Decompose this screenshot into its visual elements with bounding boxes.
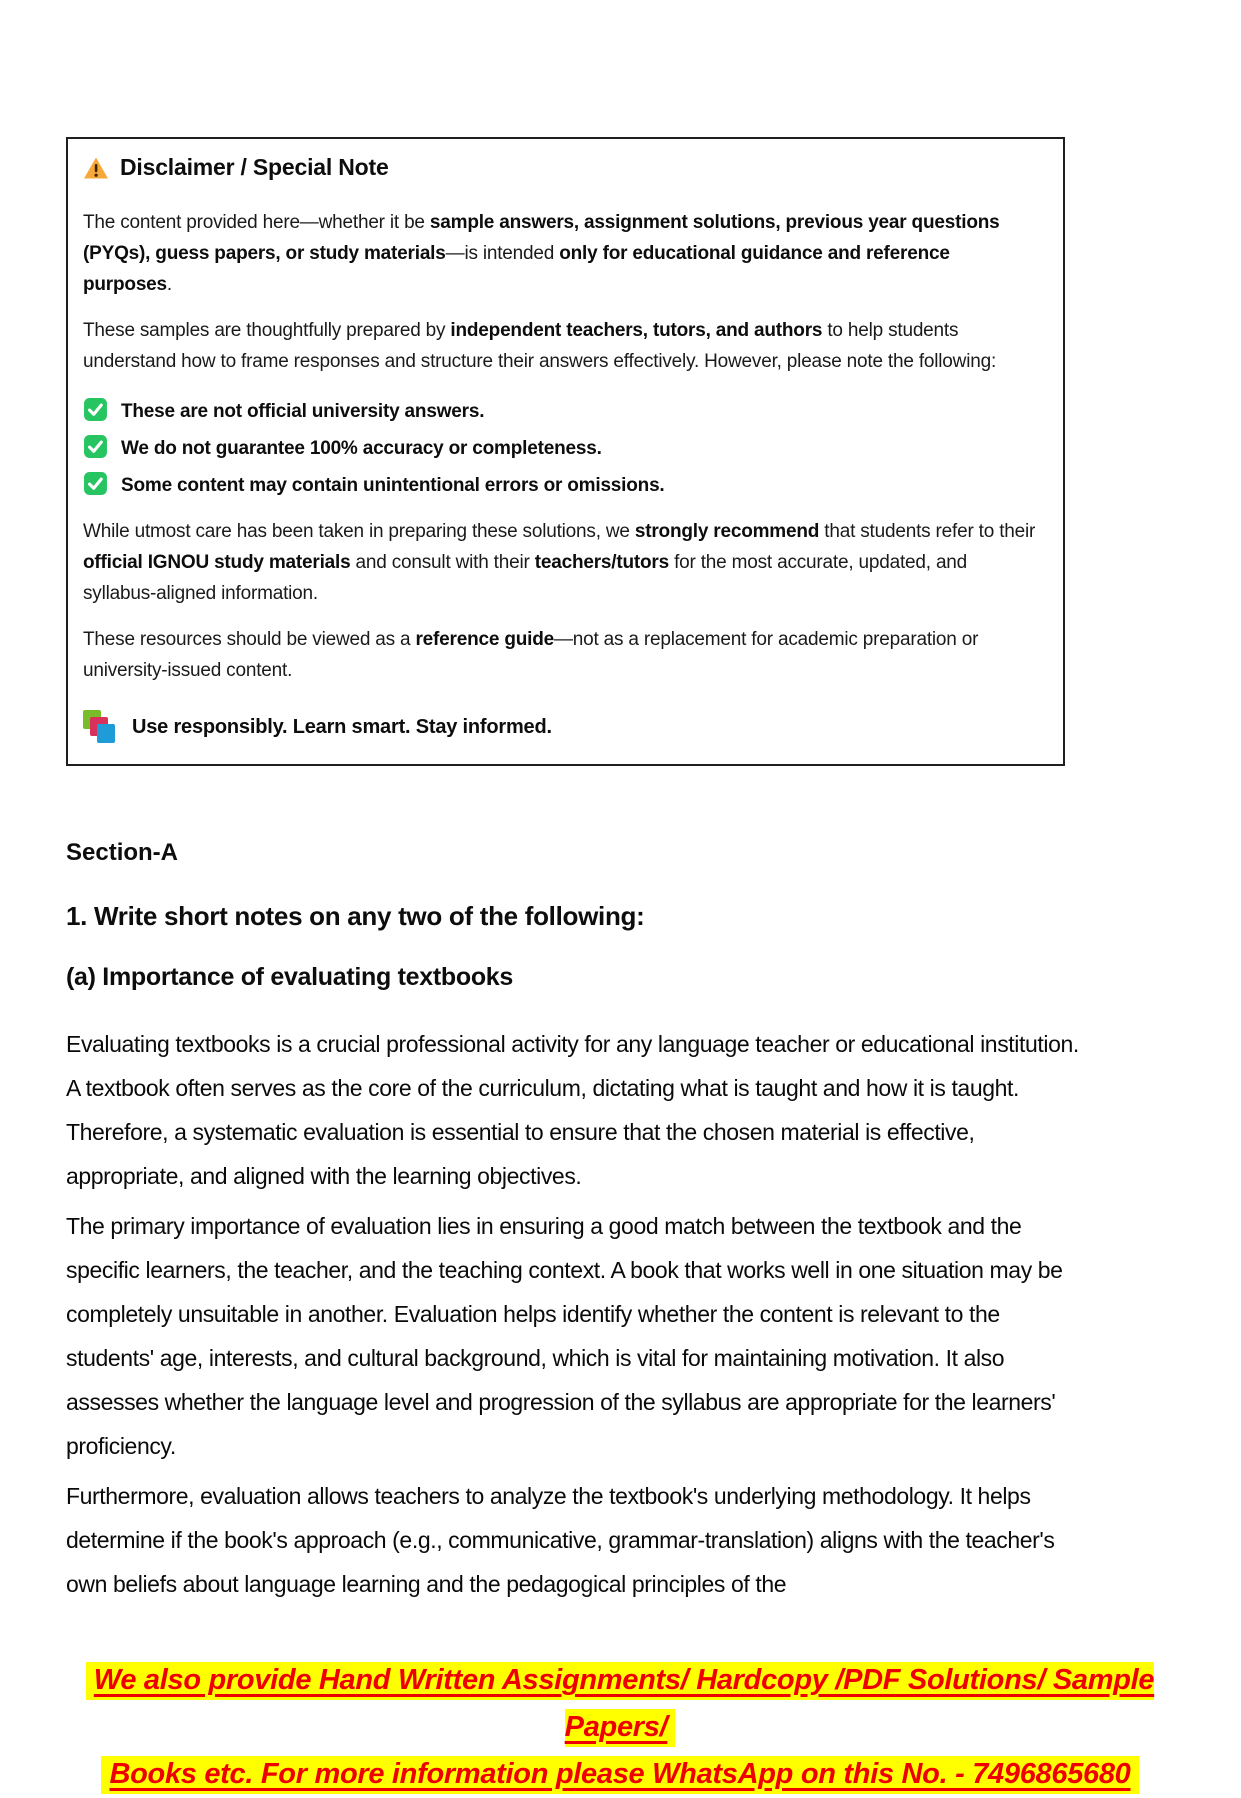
promo-line-1-text: We also provide Hand Written Assignments/ Hardcopy /PDF Solutions/ Sample Papers/ [86, 1662, 1154, 1747]
bullet-item [83, 471, 1039, 501]
subquestion-heading: (a) Importance of evaluating textbooks [66, 963, 514, 991]
disclaimer-title: Disclaimer / Special Note [120, 154, 389, 180]
answer-paragraph-2: The primary importance of evaluation lies in ensuring a good match between the textbook and the specific learners, the teacher, and the teaching context. A book that works well in one situation may be completely unsuitable in another. Evaluation helps identify whether the content is relevant to the students' age, interests, and cultural background, which is vital for maintaining motivation. It also assesses whether the language level and progression of the syllabus are appropriate for the learners' proficiency. [66, 1213, 1063, 1459]
bullet-item [83, 397, 1039, 427]
bullet-text: Some content may contain unintentional errors or omissions. [121, 475, 665, 496]
disclaimer-paragraph-3: While utmost care has been taken in preparing these solutions, we strongly recommend that students refer to their official IGNOU study materials and consult with their teachers/tutors for the most accurate, updated, and syllabus-aligned information. [83, 521, 1036, 604]
bullet-item [83, 434, 1039, 464]
check-icon [83, 471, 108, 501]
bullet-text: We do not guarantee 100% accuracy or completeness. [121, 438, 602, 459]
promo-line-2-text: Books etc. For more information please WhatsApp on this No. - 7496865680 [101, 1756, 1138, 1794]
bullet-text: These are not official university answers. [121, 401, 485, 422]
disclaimer-box [66, 137, 1065, 766]
section-heading: Section-A [66, 839, 179, 866]
promo-footer [30, 1657, 1210, 1798]
question-heading: 1. Write short notes on any two of the following: [66, 901, 645, 931]
disclaimer-paragraph-2: These samples are thoughtfully prepared by independent teachers, tutors, and authors to help students understand how to frame responses and structure their answers effectively. However, please note the following: [83, 320, 997, 372]
answer-body [66, 1022, 1081, 1612]
books-icon [83, 710, 119, 744]
disclaimer-header [83, 154, 1039, 181]
disclaimer-bullet-list [83, 397, 1039, 501]
warning-icon [83, 156, 109, 180]
check-icon [83, 434, 108, 464]
promo-line-1 [30, 1657, 1210, 1751]
disclaimer-paragraph-4: These resources should be viewed as a reference guide—not as a replacement for academic preparation or university-issued content. [83, 629, 979, 681]
check-icon [83, 397, 108, 427]
usage-note-row [83, 710, 1039, 744]
answer-paragraph-3: Furthermore, evaluation allows teachers to analyze the textbook's underlying methodology. It helps determine if the book's approach (e.g., communicative, grammar-translation) aligns with the teacher's own beliefs about language learning and the pedagogical principles of the [66, 1483, 1055, 1597]
usage-note-text: Use responsibly. Learn smart. Stay informed. [132, 715, 552, 738]
disclaimer-paragraph-1: The content provided here—whether it be sample answers, assignment solutions, previous year questions (PYQs), guess papers, or study materials—is intended only for educational guidance and reference purposes. [83, 212, 1000, 295]
answer-paragraph-1: Evaluating textbooks is a crucial professional activity for any language teacher or educational institution. A textbook often serves as the core of the curriculum, dictating what is taught and how it is taught. Therefore, a systematic evaluation is essential to ensure that the chosen material is effective, appropriate, and aligned with the learning objectives. [66, 1031, 1079, 1189]
promo-line-2 [30, 1751, 1210, 1798]
